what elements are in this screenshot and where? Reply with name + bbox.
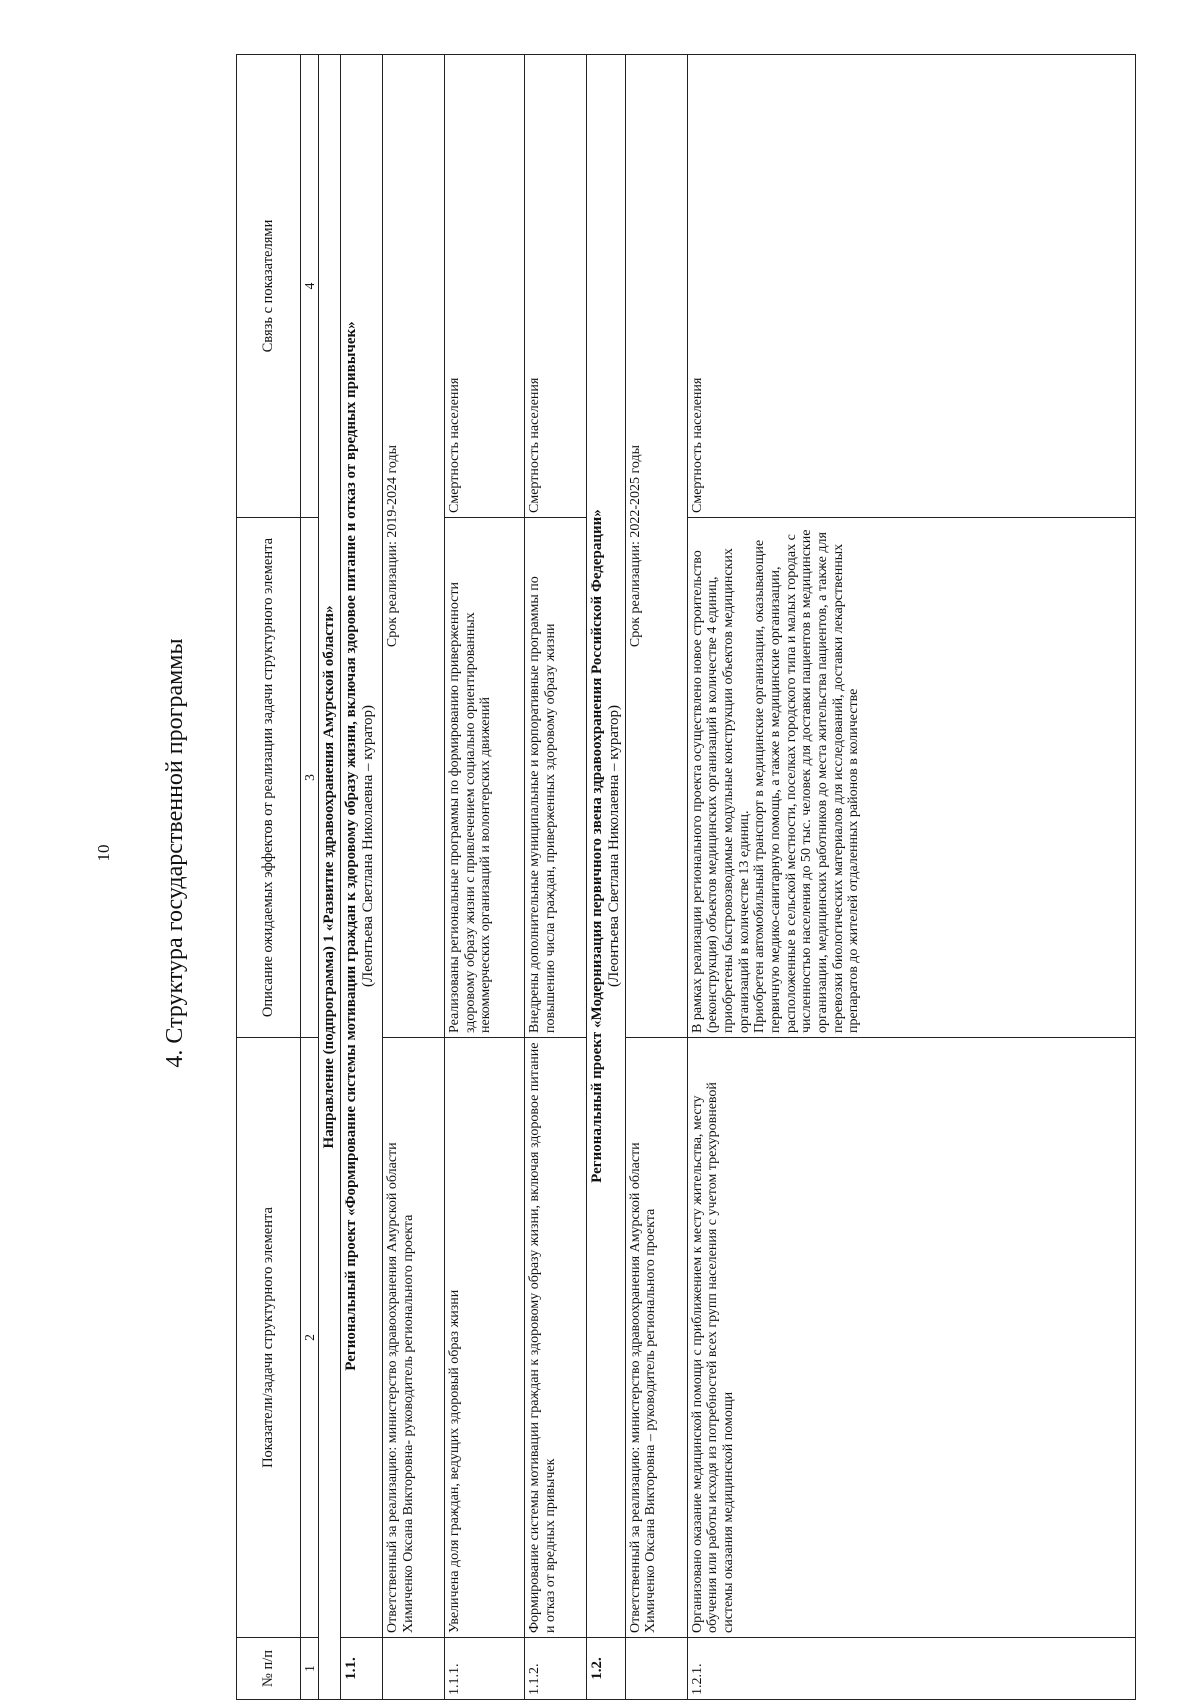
project-1-responsible-row — [382, 55, 444, 1700]
project-2-title: Региональный проект «Модернизация первичного звена здравоохранения Российской Федерации» — [588, 509, 605, 1183]
structure-table — [236, 54, 1136, 1700]
column-number-row — [301, 55, 319, 1700]
project-2-responsible: Ответственный за реализацию: министерство здравоохранения Амурской области Химиченко Оксана Викторовна – руководитель регионального проекта — [625, 1038, 687, 1638]
direction-title: Направление (подпрограмма) 1 «Развитие здравоохранения Амурской области» — [319, 55, 341, 1700]
row-num: 1.1.1. — [444, 1638, 524, 1700]
row-effect: Реализованы региональные программы по формированию приверженности здоровому образу жизни с привлечением социально ориентированных некоммерческих организаций и волонтерских движений — [444, 518, 524, 1038]
project-1-term: Срок реализации: 2019-2024 годы — [382, 55, 444, 1038]
header-row — [237, 55, 301, 1700]
col-number-4: 4 — [301, 55, 319, 518]
empty-cell — [625, 1638, 687, 1700]
row-effect: Внедрены дополнительные муниципальные и корпоративные программы по повышению числа граждан, приверженных здоровому образу жизни — [524, 518, 586, 1038]
row-num: 1.2.1. — [687, 1638, 1136, 1700]
empty-cell — [382, 1638, 444, 1700]
project-2-row — [586, 55, 625, 1700]
col-number-1: 1 — [301, 1638, 319, 1700]
project-2-title-cell — [586, 55, 625, 1638]
row-task: Формирование системы мотивации граждан к здоровому образу жизни, включая здоровое питание и отказ от вредных привычек — [524, 1038, 586, 1638]
row-effect: В рамках реализации регионального проекта осуществлено новое строительство (реконструкция) объектов медицинских организаций в количестве 4 единиц, приобретены быстровозводимые модульные конструкции объектов медицинских организаций в количестве 13 единиц. Приобретен автомобильный транспорт в медицинские организации, оказывающие первичную медико-санитарную помощь, а также в медицинские организации, расположенные в сельской местности, поселках городского типа и малых городах с численностью населения до 50 тыс. человек для доставки пациентов в медицинские организации, медицинских работников до места жительства пациентов, а также для перевозки биологических материалов для исследований, доставки лекарственных препаратов до жителей отдаленных районов в количестве — [687, 518, 1136, 1038]
project-2-num: 1.2. — [586, 1638, 625, 1700]
project-2-curator: (Леонтьева Светлана Николаевна – куратор) — [605, 705, 622, 987]
project-1-responsible: Ответственный за реализацию: министерство здравоохранения Амурской области Химиченко Оксана Викторовна- руководитель регионального проекта — [382, 1038, 444, 1638]
project-1-row — [340, 55, 382, 1700]
table-row — [444, 55, 524, 1700]
col-number-2: 2 — [301, 1038, 319, 1638]
rotated-table-container — [236, 55, 1136, 1700]
row-indicator: Смертность населения — [687, 55, 1136, 518]
direction-row — [319, 55, 341, 1700]
row-task: Увеличена доля граждан, ведущих здоровый образ жизни — [444, 1038, 524, 1638]
header-effect: Описание ожидаемых эффектов от реализации задачи структурного элемента — [237, 518, 301, 1038]
project-2-responsible-row — [625, 55, 687, 1700]
table-row — [687, 55, 1136, 1700]
table-row — [524, 55, 586, 1700]
header-indicator: Связь с показателями — [237, 55, 301, 518]
header-num: № п/п — [237, 1638, 301, 1700]
project-1-title: Региональный проект «Формирование системы мотивации граждан к здоровому образу жизни, включая здоровое питание и отказ от вредных привычек» — [342, 321, 359, 1371]
project-1-num: 1.1. — [340, 1638, 382, 1700]
row-indicator: Смертность населения — [444, 55, 524, 518]
header-task: Показатели/задачи структурного элемента — [237, 1038, 301, 1638]
project-1-curator: (Леонтьева Светлана Николаевна – куратор) — [359, 705, 376, 987]
page-number: 10 — [94, 844, 113, 862]
page-title: 4. Структура государственной программы — [162, 638, 188, 1068]
col-number-3: 3 — [301, 518, 319, 1038]
row-num: 1.1.2. — [524, 1638, 586, 1700]
row-task: Организовано оказание медицинской помощи с приближением к месту жительства, месту обучения или работы исходя из потребностей всех групп населения с учетом трехуровневой системы оказания медицинской помощи — [687, 1038, 1136, 1638]
project-2-term: Срок реализации: 2022-2025 годы — [625, 55, 687, 1038]
row-indicator: Смертность населения — [524, 55, 586, 518]
project-1-title-cell — [340, 55, 382, 1638]
